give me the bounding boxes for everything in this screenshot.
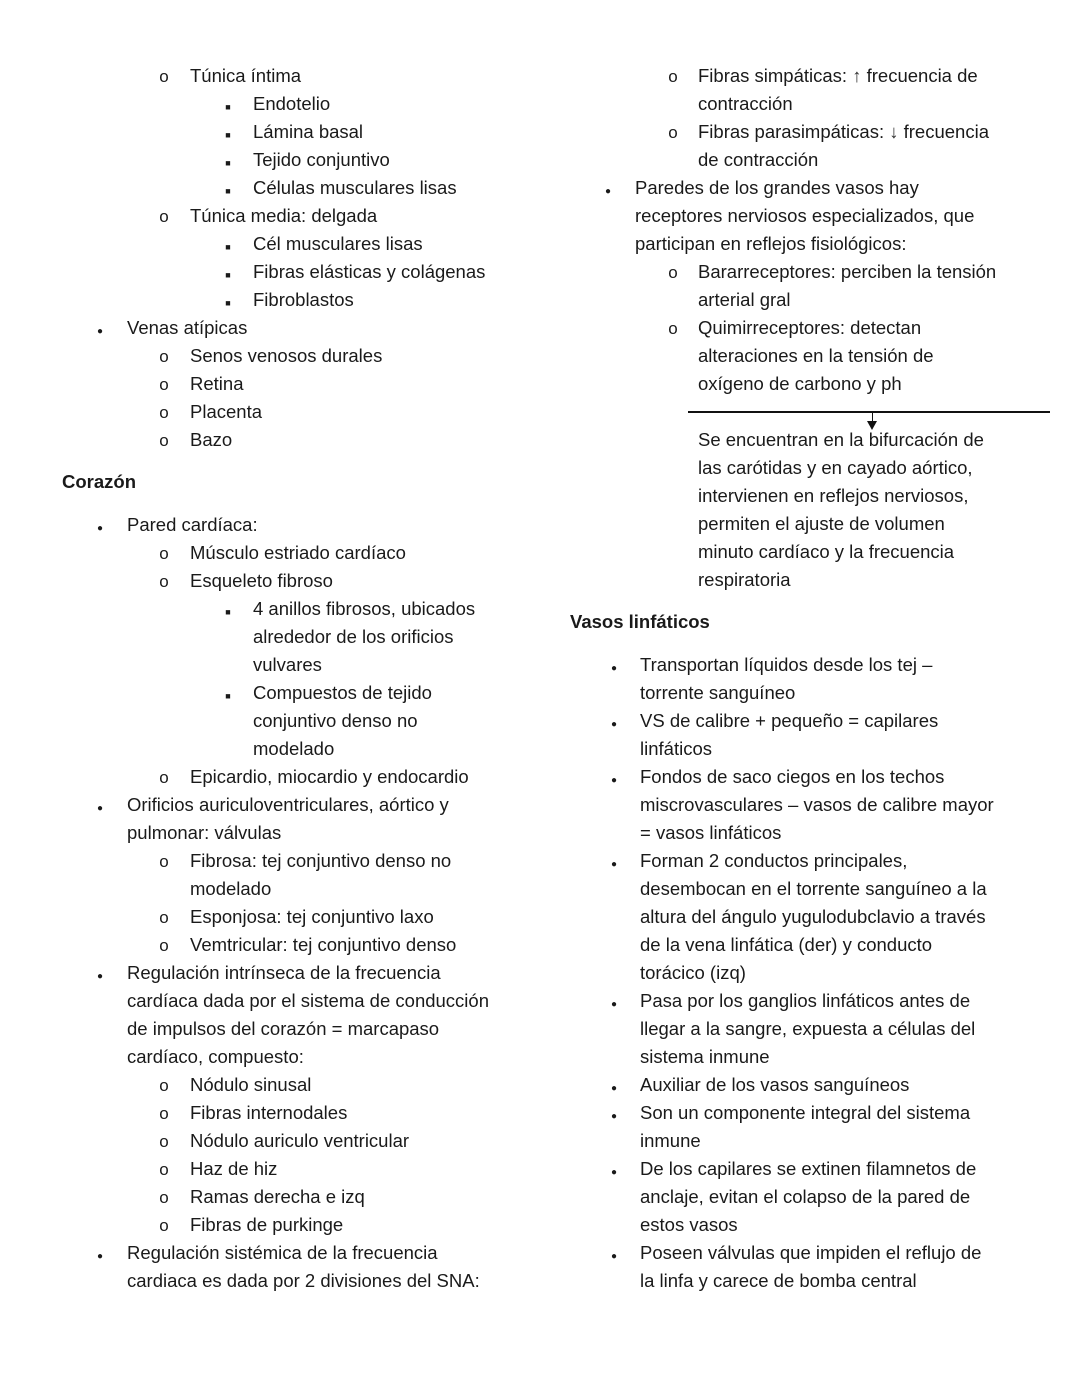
circle-bullet-icon	[665, 314, 681, 343]
text: Fibras simpáticas:	[698, 65, 853, 86]
list-item-text: Pasa por los ganglios linfáticos antes de	[640, 990, 971, 1011]
list-item-text: Tejido conjuntivo	[253, 149, 390, 170]
list-item	[570, 847, 1040, 875]
list-item	[62, 118, 522, 146]
list-item-text: = vasos linfáticos	[640, 822, 782, 843]
list-item-text: miscrovasculares – vasos de calibre mayor	[640, 794, 994, 815]
text: frecuencia de	[861, 65, 978, 86]
down-arrow-icon	[872, 412, 873, 422]
circle-bullet-icon	[156, 62, 172, 91]
list-item	[62, 146, 522, 174]
note-line	[570, 426, 1040, 454]
list-item-text: Bazo	[190, 429, 233, 450]
list-item-text: modelado	[190, 878, 272, 899]
square-bullet-icon	[220, 595, 236, 626]
list-item	[62, 931, 522, 959]
list-item-continuation	[570, 146, 1040, 174]
list-item-text: Túnica íntima	[190, 65, 302, 86]
note-line	[570, 510, 1040, 538]
list-item-text: vulvares	[253, 654, 322, 675]
list-item-text: Fibrosa: tej conjuntivo denso no	[190, 850, 452, 871]
list-item	[570, 1155, 1040, 1183]
circle-bullet-icon	[665, 118, 681, 147]
circle-bullet-icon	[156, 370, 172, 399]
list-item-text: desembocan en el torrente sanguíneo a la	[640, 878, 987, 899]
list-item-text: Retina	[190, 373, 244, 394]
list-item	[62, 567, 522, 595]
list-item-text: torrente sanguíneo	[640, 682, 796, 703]
list-item-text: Fondos de saco ciegos en los techos	[640, 766, 945, 787]
arrow-up-icon: ↑	[852, 65, 862, 86]
list-item-text: Ramas derecha e izq	[190, 1186, 365, 1207]
circle-bullet-icon	[665, 258, 681, 287]
list-item	[62, 370, 522, 398]
list-item	[62, 1239, 522, 1267]
list-item-continuation	[570, 286, 1040, 314]
list-item-text: llegar a la sangre, expuesta a células del	[640, 1018, 976, 1039]
list-item-text: Esqueleto fibroso	[190, 570, 333, 591]
list-item-text: contracción	[698, 93, 793, 114]
list-item	[570, 258, 1040, 286]
list-item	[570, 987, 1040, 1015]
list-item-continuation	[62, 651, 522, 679]
list-item-text: cardiaca es dada por 2 divisiones del SNA:	[127, 1270, 480, 1291]
circle-bullet-icon	[156, 1155, 172, 1184]
list-item-text: Túnica media: delgada	[190, 205, 378, 226]
list-item	[62, 90, 522, 118]
list-item-text: Fibras internodales	[190, 1102, 348, 1123]
list-item	[62, 1127, 522, 1155]
circle-bullet-icon	[156, 1071, 172, 1100]
list-item-text: Fibras de purkinge	[190, 1214, 344, 1235]
note-text: minuto cardíaco y la frecuencia	[698, 541, 955, 562]
list-item	[570, 174, 1040, 202]
list-item	[62, 286, 522, 314]
list-item-text: cardíaco, compuesto:	[127, 1046, 304, 1067]
circle-bullet-icon	[156, 1183, 172, 1212]
list-item-text: Epicardio, miocardio y endocardio	[190, 766, 469, 787]
list-item	[62, 791, 522, 819]
list-item-text: Auxiliar de los vasos sanguíneos	[640, 1074, 910, 1095]
annotation-divider	[570, 398, 1040, 426]
list-item	[62, 230, 522, 258]
square-bullet-icon	[220, 258, 236, 289]
list-item-continuation	[570, 679, 1040, 707]
list-item-text: VS de calibre + pequeño = capilares	[640, 710, 939, 731]
list-item	[62, 847, 522, 875]
circle-bullet-icon	[156, 763, 172, 792]
circle-bullet-icon	[156, 342, 172, 371]
list-item	[62, 1071, 522, 1099]
list-item-text: modelado	[253, 738, 335, 759]
note-line	[570, 482, 1040, 510]
circle-bullet-icon	[156, 1099, 172, 1128]
list-item-text: torácico (izq)	[640, 962, 746, 983]
circle-bullet-icon	[156, 426, 172, 455]
square-bullet-icon	[220, 679, 236, 710]
list-item-text: Bararreceptores: perciben la tensión	[698, 261, 997, 282]
list-item-continuation	[570, 931, 1040, 959]
circle-bullet-icon	[156, 202, 172, 231]
list-item	[62, 342, 522, 370]
list-item-text: Paredes de los grandes vasos hay	[635, 177, 919, 198]
list-item-text: de contracción	[698, 149, 819, 170]
circle-bullet-icon	[156, 1127, 172, 1156]
list-item-continuation	[570, 90, 1040, 118]
note-text: intervienen en reflejos nerviosos,	[698, 485, 969, 506]
section-heading-corazon: Corazón	[62, 471, 136, 492]
list-item	[570, 1071, 1040, 1099]
list-item-text: alrededor de los orificios	[253, 626, 454, 647]
list-item-continuation	[62, 819, 522, 847]
list-item-text: Venas atípicas	[127, 317, 248, 338]
list-item-continuation	[62, 875, 522, 903]
list-item-text: Placenta	[190, 401, 262, 422]
circle-bullet-icon	[156, 903, 172, 932]
list-item-text: de la vena linfática (der) y conducto	[640, 934, 933, 955]
list-item	[570, 763, 1040, 791]
list-item-text: cardíaca dada por el sistema de conducción	[127, 990, 489, 1011]
list-item-text: sistema inmune	[640, 1046, 770, 1067]
list-item-text: Nódulo auriculo ventricular	[190, 1130, 410, 1151]
list-item-text: linfáticos	[640, 738, 712, 759]
list-item	[62, 959, 522, 987]
list-item-continuation	[62, 1043, 522, 1071]
square-bullet-icon	[220, 90, 236, 121]
list-item	[62, 174, 522, 202]
list-item-text: 4 anillos fibrosos, ubicados	[253, 598, 476, 619]
list-item	[570, 707, 1040, 735]
list-item-continuation	[570, 1015, 1040, 1043]
list-item	[62, 426, 522, 454]
list-item-continuation	[570, 791, 1040, 819]
list-item-text: la linfa y carece de bomba central	[640, 1270, 917, 1291]
list-item-continuation	[62, 623, 522, 651]
list-item-continuation	[62, 987, 522, 1015]
list-item-text: anclaje, evitan el colapso de la pared de	[640, 1186, 971, 1207]
list-item	[62, 763, 522, 791]
list-item	[570, 118, 1040, 146]
list-item	[62, 511, 522, 539]
list-item	[570, 651, 1040, 679]
list-item-continuation	[570, 1043, 1040, 1071]
square-bullet-icon	[220, 118, 236, 149]
circle-bullet-icon	[156, 1211, 172, 1240]
list-item-continuation	[570, 1267, 1040, 1295]
note-text: permiten el ajuste de volumen	[698, 513, 945, 534]
list-item	[62, 1155, 522, 1183]
list-item-text: estos vasos	[640, 1214, 738, 1235]
list-item-text: Regulación intrínseca de la frecuencia	[127, 962, 441, 983]
right-column	[570, 62, 1040, 1295]
list-item-text: Nódulo sinusal	[190, 1074, 312, 1095]
list-item-text: Transportan líquidos desde los tej –	[640, 654, 933, 675]
list-item-text: Forman 2 conductos principales,	[640, 850, 908, 871]
list-item-continuation	[62, 735, 522, 763]
list-item-text: Fibras elásticas y colágenas	[253, 261, 486, 282]
list-item-text: De los capilares se extinen filamnetos de	[640, 1158, 977, 1179]
note-line	[570, 566, 1040, 594]
list-item-text: inmune	[640, 1130, 701, 1151]
note-text: respiratoria	[698, 569, 791, 590]
list-item-text: Esponjosa: tej conjuntivo laxo	[190, 906, 434, 927]
section-heading-vasos-linfaticos: Vasos linfáticos	[570, 611, 710, 632]
list-item-text: receptores nerviosos especializados, que	[635, 205, 975, 226]
list-item-text: Orificios auriculoventriculares, aórtico y	[127, 794, 449, 815]
list-item-text	[698, 118, 989, 146]
list-item-continuation	[570, 230, 1040, 258]
square-bullet-icon	[220, 286, 236, 317]
list-item	[62, 1099, 522, 1127]
list-item	[62, 202, 522, 230]
list-item	[62, 679, 522, 707]
circle-bullet-icon	[156, 931, 172, 960]
list-item-continuation	[570, 735, 1040, 763]
list-item	[62, 595, 522, 623]
list-item-continuation	[570, 370, 1040, 398]
list-item-continuation	[570, 342, 1040, 370]
circle-bullet-icon	[156, 539, 172, 568]
list-item-continuation	[62, 707, 522, 735]
list-item	[62, 258, 522, 286]
list-item-text: Son un componente integral del sistema	[640, 1102, 971, 1123]
horizontal-rule	[688, 411, 1050, 413]
list-item-continuation	[570, 202, 1040, 230]
square-bullet-icon	[220, 174, 236, 205]
list-item	[570, 314, 1040, 342]
list-item-text: conjuntivo denso no	[253, 710, 418, 731]
list-item-continuation	[570, 1183, 1040, 1211]
text: frecuencia	[898, 121, 989, 142]
note-text: las carótidas y en cayado aórtico,	[698, 457, 973, 478]
list-item-text: Quimirreceptores: detectan	[698, 317, 922, 338]
annotation-note	[570, 426, 1040, 594]
note-text: Se encuentran en la bifurcación de	[698, 429, 984, 450]
left-column	[62, 62, 522, 1295]
list-item-continuation	[570, 875, 1040, 903]
list-item-text	[698, 62, 978, 90]
list-item	[62, 314, 522, 342]
list-item-continuation	[570, 819, 1040, 847]
arrow-down-icon: ↓	[889, 121, 899, 142]
list-item-continuation	[570, 903, 1040, 931]
circle-bullet-icon	[156, 567, 172, 596]
list-item	[570, 1099, 1040, 1127]
note-line	[570, 454, 1040, 482]
square-bullet-icon	[220, 230, 236, 261]
list-item-text: oxígeno de carbono y ph	[698, 373, 902, 394]
list-item-text: pulmonar: válvulas	[127, 822, 282, 843]
list-item	[62, 1211, 522, 1239]
square-bullet-icon	[220, 146, 236, 177]
list-item-text: Lámina basal	[253, 121, 364, 142]
list-item-text: Vemtricular: tej conjuntivo denso	[190, 934, 457, 955]
list-item-continuation	[570, 1127, 1040, 1155]
list-item-text: Músculo estriado cardíaco	[190, 542, 406, 563]
list-item-text: Células musculares lisas	[253, 177, 457, 198]
list-item	[62, 398, 522, 426]
list-item-continuation	[62, 1015, 522, 1043]
list-item-text: Poseen válvulas que impiden el reflujo de	[640, 1242, 982, 1263]
list-item-text: altura del ángulo yugulodubclavio a través	[640, 906, 986, 927]
list-item-text: Regulación sistémica de la frecuencia	[127, 1242, 438, 1263]
list-item-text: de impulsos del corazón = marcapaso	[127, 1018, 440, 1039]
list-item-text: Pared cardíaca:	[127, 514, 258, 535]
text: Fibras parasimpáticas:	[698, 121, 890, 142]
list-item	[62, 903, 522, 931]
list-item	[62, 62, 522, 90]
list-item-text: Cél musculares lisas	[253, 233, 423, 254]
note-line	[570, 538, 1040, 566]
list-item-text: Endotelio	[253, 93, 331, 114]
list-item-text: Senos venosos durales	[190, 345, 383, 366]
circle-bullet-icon	[156, 847, 172, 876]
list-item-text: Fibroblastos	[253, 289, 354, 310]
circle-bullet-icon	[156, 398, 172, 427]
list-item-text: participan en reflejos fisiológicos:	[635, 233, 907, 254]
list-item	[62, 1183, 522, 1211]
list-item-text: Haz de hiz	[190, 1158, 278, 1179]
list-item-text: Compuestos de tejido	[253, 682, 432, 703]
list-item	[62, 539, 522, 567]
list-item-continuation	[62, 1267, 522, 1295]
list-item	[570, 62, 1040, 90]
list-item	[570, 1239, 1040, 1267]
list-item-text: alteraciones en la tensión de	[698, 345, 934, 366]
list-item-continuation	[570, 1211, 1040, 1239]
list-item-continuation	[570, 959, 1040, 987]
circle-bullet-icon	[665, 62, 681, 91]
list-item-text: arterial gral	[698, 289, 791, 310]
